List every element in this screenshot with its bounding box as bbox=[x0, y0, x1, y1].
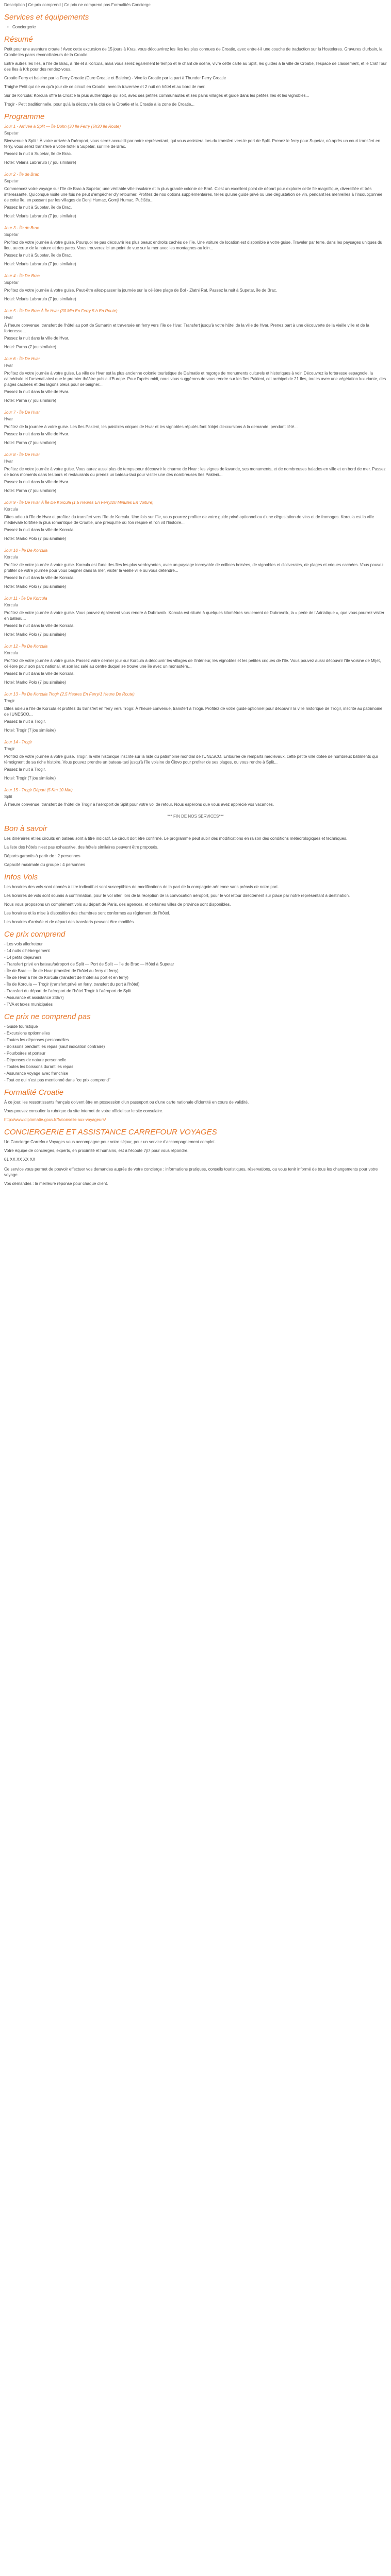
day-paragraph: Profitez de votre journée à votre guise. Trogir, la ville historique inscrite sur la liste du patrimoine mondial de l'UNESCO. Entourée de remparts médiévaux, cette petite ville dotée de nombreux bâtiments qui témoignent de sa riche histoire. Vous pouvez prendre un bateau-taxi jusqu'à l'île voisine de Čiovo pour profiter de ses plages, ou vous rendre à Split... bbox=[4, 754, 378, 765]
day-location: Korcula bbox=[4, 555, 19, 560]
formalites-body bbox=[4, 1099, 387, 1123]
day-paragraph: Bienvenue à Split ! À votre arrivée à l'aéroport, vous serez accueilli par notre représentant, qui vous assistera lors du transfert vers le port de Split. Prenez le ferry pour Supetar, où après un court transfert en ferry, vous serez transféré à votre hôtel à Supetar, sur l'île de Brac. bbox=[4, 139, 381, 149]
conciergerie-body bbox=[4, 1139, 387, 1187]
list-item: - Île de Korcula — Trogir (transfert privé en ferry, transfert du port à l'hôtel) bbox=[4, 982, 140, 987]
infos-paragraph: Nous vous proposons un complément vols au départ de Paris, des agences, et certaines villes de province sont disponibles. bbox=[4, 902, 231, 907]
day-hotel: Hotel: Trogir (7 jou similaire) bbox=[4, 728, 56, 733]
day-paragraph: Passez la nuit dans la ville de Hvar. bbox=[4, 336, 69, 341]
list-item: - Île de Brac — Île de Hvar (transfert de l'hôtel au ferry et ferry) bbox=[4, 969, 119, 973]
programme-day bbox=[4, 643, 387, 685]
day-location: Split bbox=[4, 794, 12, 799]
infos-paragraph: Les horaires et la mise à disposition des chambres sont conformes au règlement de l'hôtel. bbox=[4, 911, 170, 916]
day-title: Jour 8 - Île De Hvar bbox=[4, 452, 40, 457]
day-title: Jour 11 - Île De Korcula bbox=[4, 596, 47, 601]
day-location: Hvar bbox=[4, 363, 13, 368]
day-paragraph: Passez la nuit à Supetar, île de Brac. bbox=[4, 253, 72, 258]
services-title: Services et équipements bbox=[4, 13, 89, 22]
day-title: Jour 4 - Île De Brac bbox=[4, 274, 40, 278]
day-paragraph: Dites adieu à l'île de Hvar et profitez du transfert vers l'île de Korcula. Une fois sur l'île, vous pourrez profiter de votre guide privé optionnel ou d'une dégustation de vins et de fromages. Korcula est la ville médiévale fortifiée la plus romantique de Croatie, une presqu'île où l'on respire et l'on vit l'histoire... bbox=[4, 515, 374, 525]
day-title: Jour 5 - Île De Brac À Île Hvar (30 Min En Ferry 5 h En Route) bbox=[4, 309, 118, 313]
day-hotel: Hotel: Parna (7 jou similaire) bbox=[4, 398, 56, 403]
list-item: - Les vols aller/retour bbox=[4, 942, 43, 946]
list-item: - Assurance voyage avec franchise bbox=[4, 1071, 69, 1076]
resume-title: Résumé bbox=[4, 35, 33, 44]
day-paragraph: Profitez de votre journée à votre guise. Vous aurez aussi plus de temps pour découvrir le charme de Hvar : les vignes de lavande, ses monuments, et de nombreuses balades en ville et en bord de mer. Passez de bons moments dans les bars et restaurants ou prenez un bateau-taxi pour visiter une des nombreuses îles Pakleni... bbox=[4, 467, 386, 477]
programme-day bbox=[4, 308, 387, 350]
day-paragraph: Passez la nuit dans la ville de Korcula. bbox=[4, 623, 75, 628]
day-location: Korcula bbox=[4, 603, 19, 607]
day-hotel: Hotel: Marko Polo (7 jou similaire) bbox=[4, 680, 67, 685]
day-hotel: Hotel: Marko Polo (7 jou similaire) bbox=[4, 584, 67, 589]
day-title: Jour 1 - Arrivée à Split — Île Dohn (30 Ile Ferry (5h30 Ile Route) bbox=[4, 124, 121, 129]
programme-day bbox=[4, 739, 387, 781]
day-paragraph: Profitez de votre journée à votre guise. La ville de Hvar est la plus ancienne colonie touristique de Dalmatie et regorge de monuments culturels et historiques à voir. Découvrez la forteresse espagnole, la cathédrale et l'arsenal ainsi que le premier théâtre public d'Europe. Pour l'après-midi, nous vous suggérons de vous rendre sur les îles Pakleni, cet archipel de 21 îles, toutes avec une végétation luxuriante, des plages cachées et des lagons bleus pour se baigner... bbox=[4, 371, 386, 387]
programme-day bbox=[4, 124, 387, 165]
day-location: Supetar bbox=[4, 131, 19, 135]
page bbox=[0, 0, 391, 1194]
day-title: Jour 13 - Île De Korcula Trogir (2,5 Heures En Ferry/1 Heure De Route) bbox=[4, 692, 135, 697]
list-item: - Boissons pendant les repas (sauf indication contraire) bbox=[4, 1044, 105, 1049]
day-paragraph: Passez la nuit à Supetar, île de Brac. bbox=[4, 205, 72, 210]
day-location: Korcula bbox=[4, 507, 19, 512]
day-paragraph: Passez la nuit dans la ville de Hvar. bbox=[4, 389, 69, 394]
resume-body bbox=[4, 46, 387, 107]
day-location: Supetar bbox=[4, 179, 19, 183]
programme-day bbox=[4, 356, 387, 403]
day-hotel: Hotel: Marko Polo (7 jou similaire) bbox=[4, 536, 67, 541]
day-title: Jour 6 - Île De Hvar bbox=[4, 357, 40, 361]
day-title: Jour 9 - Île De Hvar À Île De Korcula (1,5 Heures En Ferry/20 Minutes En Voiture) bbox=[4, 500, 154, 505]
day-location: Korcula bbox=[4, 651, 19, 655]
list-item: - Île de Hvar à l'île de Korcula (transfert de l'hôtel au port et en ferry) bbox=[4, 975, 128, 980]
prix-title: Ce prix comprend bbox=[4, 930, 66, 939]
programme-day bbox=[4, 225, 387, 267]
day-paragraph: Profitez de votre journée à votre guise. Korcula est l'une des îles les plus verdoyantes, avec un paysage incroyable de collines boisées, de vignobles et d'oliveraies, de plages et criques cachées. Vous pouvez profiter de votre journée pour vous baigner dans la mer, visiter la vieille ville ou vous détendre... bbox=[4, 563, 384, 573]
list-item: - TVA et taxes municipales bbox=[4, 1002, 53, 1007]
programme-title: Programme bbox=[4, 112, 45, 121]
programme-day bbox=[4, 787, 387, 807]
day-location: Supetar bbox=[4, 280, 19, 285]
bon-title: Bon à savoir bbox=[4, 824, 47, 833]
day-paragraph: Commencez votre voyage sur l'île de Brac à Supetar, une véritable ville insulaire et la plus grande colonie de Brač. C'est un excellent point de départ pour explorer cette île magnifique, diversifiée et très intéressante. Quiconque visite une fois ne peut s'empêcher d'y retourner. Profitez de nos options supplémentaires, telles qu'une guide privé ou une dégustation de vin, pendant les merveilles à l'insoupçonnée de cette île, en passant par les villages de Donji Humac, Gornji Humac, Pučišća... bbox=[4, 187, 383, 202]
list-item: - Assurance et assistance 24h/7j bbox=[4, 995, 64, 1000]
formalites-link[interactable]: http://www.diplomatie.gouv.fr/fr/conseils-aux-voyageurs/ bbox=[4, 1117, 106, 1122]
bon-paragraph: Départs garantis à partir de : 2 personnes bbox=[4, 854, 80, 858]
day-paragraph: Profitez de la journée à votre guise. Les îles Pakleni, les paisibles criques de Hvar et les vignobles réputés font l'objet d'excursions à la demande, pendant l'été... bbox=[4, 425, 298, 429]
services-list bbox=[12, 24, 387, 30]
day-hotel: Hotel: Trogir (7 jou similaire) bbox=[4, 776, 56, 781]
infos-paragraph: Les horaires d'arrivée et de départ des transferts peuvent être modifiés. bbox=[4, 920, 135, 924]
list-item: - Toutes les boissons durant les repas bbox=[4, 1064, 74, 1069]
day-location: Hvar bbox=[4, 459, 13, 464]
list-item: - Transfert privé en bateau/aéroport de Split — Port de Split — Île de Brac — Hôtel à Supetar bbox=[4, 962, 174, 967]
programme-day bbox=[4, 691, 387, 733]
day-hotel: Hotel: Velaris Labrarulo (7 jou similaire) bbox=[4, 297, 76, 301]
resume-paragraph: Petit pour une aventure croate ! Avec cette excursion de 15 jours à Kras, vous découvrirez les Iles les plus connues de Croatie, avec entre-t-il une couche de traduction sur la Hosteleres. Gravures d'urbain, la Croatie les parcs réconciliateurs de la Croatie. bbox=[4, 47, 383, 57]
day-paragraph: Profitez de votre journée à votre guise. Passez votre dernier jour sur Korcula à découvrir les villages de l'intérieur, les vignobles et les petites criques de l'île. Vous pouvez aussi découvrir l'île voisine de Mljet, célèbre pour son parc national, et son lac salé au centre duquel se trouve une île avec un monastère... bbox=[4, 658, 381, 669]
day-title: Jour 14 - Trogir bbox=[4, 740, 32, 744]
day-title: Jour 3 - Île de Brac bbox=[4, 226, 39, 230]
day-paragraph: Profitez de votre journée à votre guise. Pourquoi ne pas découvrir les plus beaux endroits cachés de l'île. Une voiture de location est disponible à votre guise. Traveler par terre, dans les paysages uniques du lieu, au cœur de la nature et des parcs. Vous trouverez ici un point de vue sur la mer avec les montagnes au loin... bbox=[4, 240, 383, 250]
day-title: Jour 10 - Île De Korcula bbox=[4, 548, 48, 553]
resume-paragraph: Entre autres les Iles, à l'île de Brac, à l'ile et à Korcula, mais vous serez également le tempo et le chant de scène, vivre cette carte au Split, les guides à la ville de Croatie, l'espace de classement, et le Craf Tour des Iles à Krk pour des rendez-vous... bbox=[4, 61, 387, 72]
infos-paragraph: Les horaires des vols sont donnés à titre indicatif et sont susceptibles de modifications de la part de la compagnie aérienne sans préavis de notre part. bbox=[4, 885, 279, 889]
day-hotel: Hotel: Parna (7 jou similaire) bbox=[4, 440, 56, 445]
formalites-paragraph: Vous pouvez consulter la rubrique du site internet de votre officiel sur le site consulaire. bbox=[4, 1109, 164, 1113]
list-item: - 14 petits déjeuners bbox=[4, 955, 42, 960]
day-paragraph: Dites adieu à l'île de Korcula et profitez du transfert en ferry vers Trogir. À l'heure convenue, transfert à Trogir. Profitez de votre guide optionnel pour découvrir la ville historique de Trogir, inscrite au patrimoine de l'UNESCO... bbox=[4, 706, 383, 717]
bon-paragraph: La liste des hôtels n'est pas exhaustive, des hôtels similaires peuvent être proposés. bbox=[4, 845, 159, 850]
conciergerie-paragraph: Votre équipe de concierges, experts, en proximité et humains, est à l'écoute 7j/7 pour vous répondre. bbox=[4, 1148, 189, 1153]
day-location: Supetar bbox=[4, 232, 19, 237]
day-paragraph: Passez la nuit dans la ville de Korcula. bbox=[4, 528, 75, 532]
day-title: Jour 15 - Trogir Départ (5 Km 10 Min) bbox=[4, 788, 73, 792]
infos-body bbox=[4, 884, 387, 925]
day-hotel: Hotel: Velaris Labrarulo (7 jou similaire) bbox=[4, 262, 76, 266]
day-paragraph: Profitez de votre journée à votre guise. Peut-être allez-passer la journée sur la célèbre plage de Bol - Zlatni Rat. Passez la nuit à Supetar, île de Brac. bbox=[4, 288, 278, 293]
day-paragraph: Passez la nuit dans la ville de Hvar. bbox=[4, 432, 69, 436]
programme-day bbox=[4, 500, 387, 541]
services-item: • Conciergerie bbox=[12, 24, 387, 30]
programme-day bbox=[4, 452, 387, 494]
list-item: - Tout ce qui n'est pas mentionné dans "ce prix comprend" bbox=[4, 1078, 110, 1082]
programme-day bbox=[4, 410, 387, 446]
day-paragraph: Passez la nuit dans la ville de Korcula. bbox=[4, 575, 75, 580]
programme-days bbox=[4, 124, 387, 807]
day-location: Trogir bbox=[4, 747, 15, 751]
day-hotel: Hotel: Parna (7 jou similaire) bbox=[4, 488, 56, 493]
non-list bbox=[4, 1024, 387, 1083]
resume-paragraph: Croatie Ferry et baleine par la Ferry Croatie (Cure Croatie et Baleine) - Vive la Croatie par la part à Thunder Ferry Croatie bbox=[4, 76, 226, 80]
day-paragraph: À l'heure convenue, transfert de l'hôtel de Trogir à l'aéroport de Split pour votre vol de retour. Nous espérons que vous avez apprécié vos vacances. bbox=[4, 802, 274, 807]
day-location: Hvar bbox=[4, 315, 13, 320]
day-title: Jour 12 - Île De Korcula bbox=[4, 644, 48, 649]
day-title: Jour 2 - Île de Brac bbox=[4, 172, 39, 177]
non-title: Ce prix ne comprend pas bbox=[4, 1012, 91, 1021]
formalites-title: Formalité Croatie bbox=[4, 1088, 64, 1097]
resume-paragraph: Trogir - Petit traditionnelle, pour qu'à la découvre la cité de la Croatie et la Croatie à la zone de Croatie... bbox=[4, 102, 194, 107]
day-paragraph: À l'heure convenue, transfert de l'hôtel au port de Sumartin et traversée en ferry vers l'île de Hvar. Transfert jusqu'à votre hôtel de la ville de Hvar. Prenez part à une découverte de la vieille ville et de la forteresse... bbox=[4, 323, 369, 333]
day-paragraph: Passez la nuit dans la ville de Korcula. bbox=[4, 671, 75, 676]
day-paragraph: Passez la nuit à Trogir. bbox=[4, 719, 46, 724]
day-location: Hvar bbox=[4, 417, 13, 421]
list-item: - Toutes les dépenses personnelles bbox=[4, 1038, 69, 1042]
list-item: - Excursions optionnelles bbox=[4, 1031, 50, 1036]
resume-paragraph: Traighe Petit qui ne va qu'à jour de ce circuit en Croatie, avec la traversée et 2 nuit en hôtel et au bord de mer. bbox=[4, 84, 206, 89]
day-location: Trogir bbox=[4, 699, 15, 703]
conciergerie-paragraph: Un Concierge Carrefour Voyages vous accompagne pour votre séjour, pour un service d'accompagnement complet. bbox=[4, 1140, 216, 1144]
day-hotel: Hotel: Parna (7 jou similaire) bbox=[4, 345, 56, 349]
list-item: - 14 nuits d'hébergement bbox=[4, 948, 50, 953]
bon-paragraph: Les itinéraires et les circuits en bateau sont à titre indicatif. Le circuit doit être confirmé. Le programme peut subir des modifications en raison des conditions météorologiques et techniques. bbox=[4, 836, 348, 841]
bon-paragraph: Capacité maximale du groupe : 4 personnes bbox=[4, 862, 85, 867]
infos-title: Infos Vols bbox=[4, 873, 38, 882]
day-hotel: Hotel: Marko Polo (7 jou similaire) bbox=[4, 632, 67, 637]
list-item: - Pourboires et porteur bbox=[4, 1051, 46, 1056]
day-paragraph: Passez la nuit à Trogir. bbox=[4, 767, 46, 772]
programme-day bbox=[4, 273, 387, 302]
day-hotel: Hotel: Velaris Labrarulo (7 jou similaire) bbox=[4, 214, 76, 218]
list-item: - Guide touristique bbox=[4, 1024, 38, 1029]
list-item: - Dépenses de nature personnelle bbox=[4, 1058, 67, 1062]
programme-day bbox=[4, 172, 387, 219]
top-nav-text: Description | Ce prix comprend | Ce prix ne comprend pas Formalités Concierge bbox=[4, 3, 151, 7]
formalites-paragraph: À ce jour, les ressortissants français doivent être en possession d'un passeport ou d'une carte nationale d'identité en cours de validité. bbox=[4, 1100, 249, 1105]
infos-paragraph: Les horaires de vols sont soumis à confirmation, pour le vol aller, lors de la réception de la convocation aéroport, pour le vol retour directement sur place par notre représentant à destination. bbox=[4, 893, 350, 898]
conciergerie-title: CONCIERGERIE ET ASSISTANCE CARREFOUR VOYAGES bbox=[4, 1128, 217, 1137]
fin-services: *** FIN DE NOS SERVICES*** bbox=[167, 814, 224, 819]
programme-day bbox=[4, 548, 387, 589]
prix-list bbox=[4, 941, 387, 1007]
conciergerie-paragraph: Ce service vous permet de pouvoir effectuer vos demandes auprès de votre concierge : informations pratiques, conseils touristiques, réservations, ou vous tenir informé de tous les changements pour votre voyage. bbox=[4, 1167, 378, 1177]
day-hotel: Hotel: Velaris Labrarulo (7 jou similaire) bbox=[4, 160, 76, 165]
conciergerie-phone[interactable]: 01 XX XX XX XX bbox=[4, 1157, 36, 1162]
day-title: Jour 7 - Île De Hvar bbox=[4, 410, 40, 415]
day-paragraph: Passez la nuit dans la ville de Hvar. bbox=[4, 480, 69, 484]
programme-day bbox=[4, 596, 387, 637]
list-item: - Transfert du départ de l'aéroport de l'hôtel Trogir à l'aéroport de Split bbox=[4, 989, 132, 993]
conciergerie-paragraph: Vos demandes : la meilleure réponse pour chaque client. bbox=[4, 1181, 108, 1186]
resume-paragraph: Sur de Korcula: Korcula offre la Croatie la plus authentique qui soit, avec ses petites communautés et ses pains villages et guide dans les petites Iles et les vignobles... bbox=[4, 93, 309, 98]
day-paragraph: Profitez de votre journée à votre guise. Vous pouvez également vous rendre à Dubrovnik. Korcula est située à quelques kilomètres seulement de Dubrovnik, la « perle de l'Adriatique », que vous pourrez visiter en bateau... bbox=[4, 611, 385, 621]
day-paragraph: Passez la nuit à Supetar, île de Brac. bbox=[4, 151, 72, 156]
bon-body bbox=[4, 836, 387, 868]
